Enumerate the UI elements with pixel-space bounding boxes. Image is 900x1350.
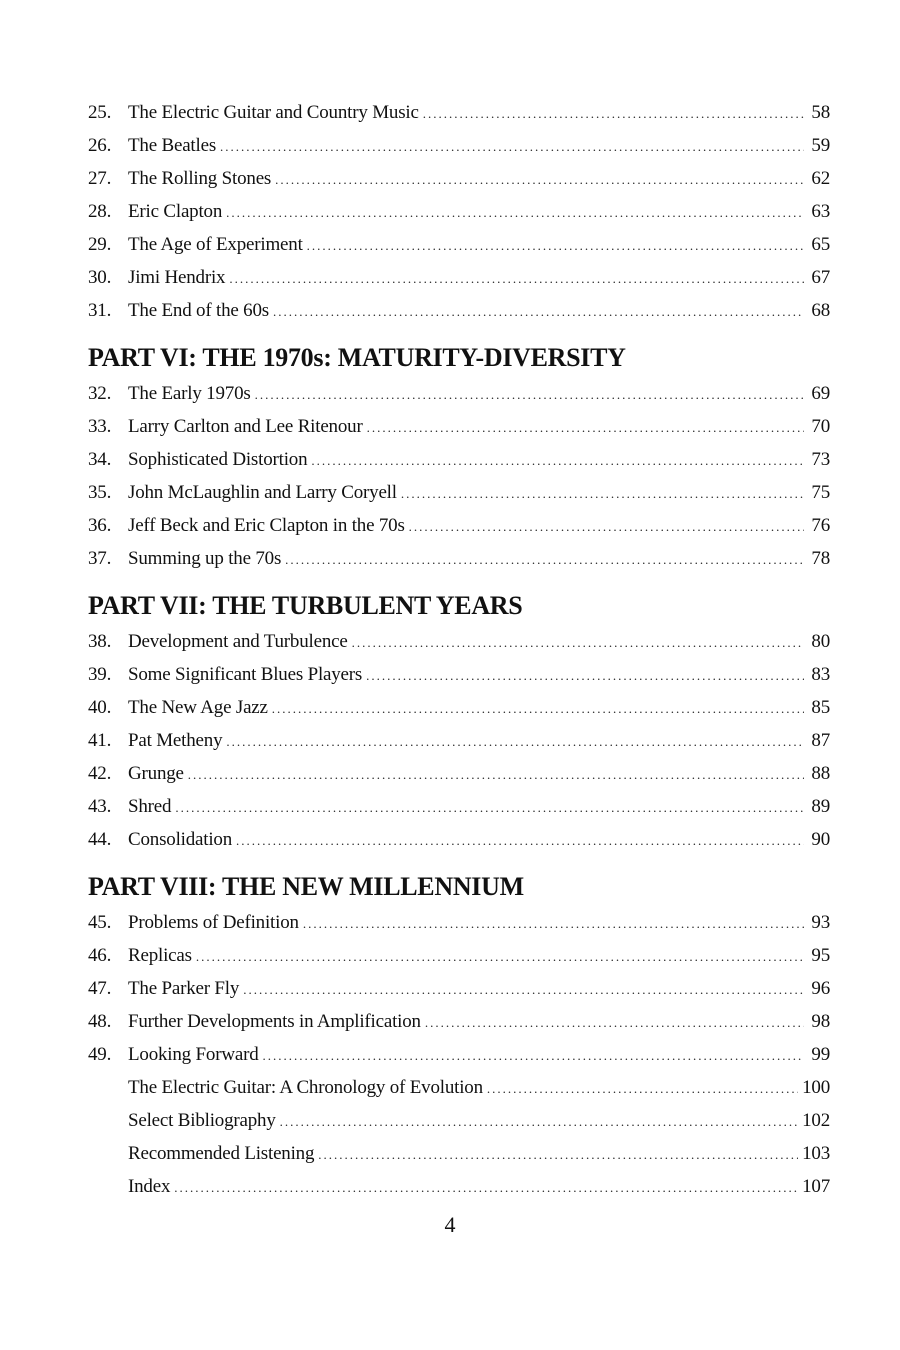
page-reference: 89 [811,796,830,817]
chapter-title: Some Significant Blues Players [128,664,363,685]
chapter-number: 28. [88,201,112,222]
toc-entry [88,476,830,509]
page-reference: 75 [811,482,830,503]
dot-leader [236,824,804,857]
chapter-title: Jimi Hendrix [128,267,226,288]
page-reference: 80 [811,631,830,652]
toc-entry [88,542,830,575]
page-reference: 59 [811,135,830,156]
dot-leader [423,97,804,130]
toc-entry [88,939,830,972]
toc-entry [88,96,830,129]
chapter-number: 26. [88,135,112,156]
page-reference: 83 [811,664,830,685]
page-reference: 78 [811,548,830,569]
chapter-title: Jeff Beck and Eric Clapton in the 70s [128,515,405,536]
chapter-number: 47. [88,978,112,999]
dot-leader [229,262,804,295]
page-reference: 98 [811,1011,830,1032]
chapter-title: Consolidation [128,829,233,850]
dot-leader [196,940,804,973]
chapter-title: Select Bibliography [128,1110,276,1131]
page-reference: 96 [811,978,830,999]
chapter-title: The Parker Fly [128,978,240,999]
page-reference: 73 [811,449,830,470]
chapter-title: The Age of Experiment [128,234,303,255]
chapter-number: 48. [88,1011,112,1032]
chapter-title: John McLaughlin and Larry Coryell [128,482,397,503]
part-heading: PART VII: THE TURBULENT YEARS [88,591,523,620]
chapter-title: Eric Clapton [128,201,223,222]
toc-entry [88,1104,830,1137]
dot-leader [366,659,804,692]
chapter-title: Summing up the 70s [128,548,282,569]
chapter-title: Sophisticated Distortion [128,449,308,470]
page-reference: 58 [811,102,830,123]
chapter-title: Replicas [128,945,192,966]
toc-entry [88,294,830,327]
chapter-title: The Beatles [128,135,217,156]
page-reference: 85 [811,697,830,718]
dot-leader [285,543,804,576]
page-reference: 99 [811,1044,830,1065]
dot-leader [272,692,804,725]
toc-entry [88,377,830,410]
dot-leader [243,973,804,1006]
chapter-number: 45. [88,912,112,933]
chapter-number: 25. [88,102,112,123]
toc-entry [88,1137,830,1170]
toc-entry [88,906,830,939]
dot-leader [425,1006,804,1039]
chapter-number: 49. [88,1044,112,1065]
page-reference: 93 [811,912,830,933]
chapter-number: 40. [88,697,112,718]
chapter-title: Larry Carlton and Lee Ritenour [128,416,363,437]
part-heading: PART VI: THE 1970s: MATURITY-DIVERSITY [88,343,626,372]
dot-leader [263,1039,804,1072]
chapter-number: 37. [88,548,112,569]
page-reference: 69 [811,383,830,404]
toc-entry [88,195,830,228]
chapter-title: Further Developments in Amplification [128,1011,421,1032]
toc-entry [88,410,830,443]
page-reference: 76 [811,515,830,536]
chapter-number: 41. [88,730,112,751]
chapter-title: Recommended Listening [128,1143,315,1164]
dot-leader [401,477,804,510]
chapter-title: Looking Forward [128,1044,259,1065]
dot-leader [303,907,804,940]
dot-leader [226,725,804,758]
page-reference: 62 [811,168,830,189]
chapter-number: 32. [88,383,112,404]
dot-leader [220,130,804,163]
chapter-number: 35. [88,482,112,503]
dot-leader [409,510,804,543]
dot-leader [487,1072,798,1105]
chapter-title: The End of the 60s [128,300,269,321]
toc-entry [88,625,830,658]
chapter-title: Development and Turbulence [128,631,348,652]
toc-entry [88,972,830,1005]
table-of-contents [88,96,830,1203]
chapter-number: 29. [88,234,112,255]
dot-leader [367,411,804,444]
chapter-title: Shred [128,796,172,817]
chapter-title: Grunge [128,763,184,784]
toc-entry [88,823,830,856]
toc-entry [88,1005,830,1038]
chapter-number: 36. [88,515,112,536]
chapter-title: Index [128,1176,171,1197]
dot-leader [175,791,804,824]
toc-entry [88,724,830,757]
chapter-number: 30. [88,267,112,288]
toc-entry [88,757,830,790]
toc-entry [88,790,830,823]
dot-leader [318,1138,798,1171]
chapter-title: The Electric Guitar and Country Music [128,102,419,123]
page-reference: 102 [802,1110,830,1131]
page-reference: 68 [811,300,830,321]
chapter-number: 42. [88,763,112,784]
page-reference: 95 [811,945,830,966]
chapter-number: 39. [88,664,112,685]
chapter-number: 43. [88,796,112,817]
page-reference: 70 [811,416,830,437]
page-reference: 100 [802,1077,830,1098]
toc-entry [88,261,830,294]
toc-entry [88,691,830,724]
page-reference: 107 [802,1176,830,1197]
page-reference: 87 [811,730,830,751]
chapter-title: The Rolling Stones [128,168,272,189]
part-heading: PART VIII: THE NEW MILLENNIUM [88,872,524,901]
toc-entry [88,162,830,195]
dot-leader [255,378,804,411]
page-reference: 103 [802,1143,830,1164]
chapter-number: 31. [88,300,112,321]
dot-leader [275,163,804,196]
toc-entry [88,1038,830,1071]
chapter-number: 27. [88,168,112,189]
page-reference: 67 [811,267,830,288]
chapter-title: Problems of Definition [128,912,299,933]
toc-entry [88,129,830,162]
dot-leader [226,196,804,229]
dot-leader [174,1171,798,1204]
dot-leader [352,626,804,659]
chapter-number: 44. [88,829,112,850]
chapter-title: The Electric Guitar: A Chronology of Evolution [128,1077,483,1098]
page-reference: 65 [811,234,830,255]
toc-entry [88,1170,830,1203]
chapter-title: Pat Metheny [128,730,223,751]
toc-entry [88,1071,830,1104]
dot-leader [188,758,804,791]
page-reference: 63 [811,201,830,222]
toc-entry [88,658,830,691]
dot-leader [307,229,804,262]
toc-entry [88,443,830,476]
chapter-title: The New Age Jazz [128,697,268,718]
dot-leader [273,295,804,328]
chapter-number: 34. [88,449,112,470]
chapter-number: 33. [88,416,112,437]
dot-leader [311,444,804,477]
toc-entry [88,509,830,542]
page-number: 4 [444,1212,456,1237]
dot-leader [280,1105,798,1138]
toc-entry [88,228,830,261]
page-reference: 88 [811,763,830,784]
chapter-number: 38. [88,631,112,652]
chapter-title: The Early 1970s [128,383,251,404]
page-reference: 90 [811,829,830,850]
chapter-number: 46. [88,945,112,966]
